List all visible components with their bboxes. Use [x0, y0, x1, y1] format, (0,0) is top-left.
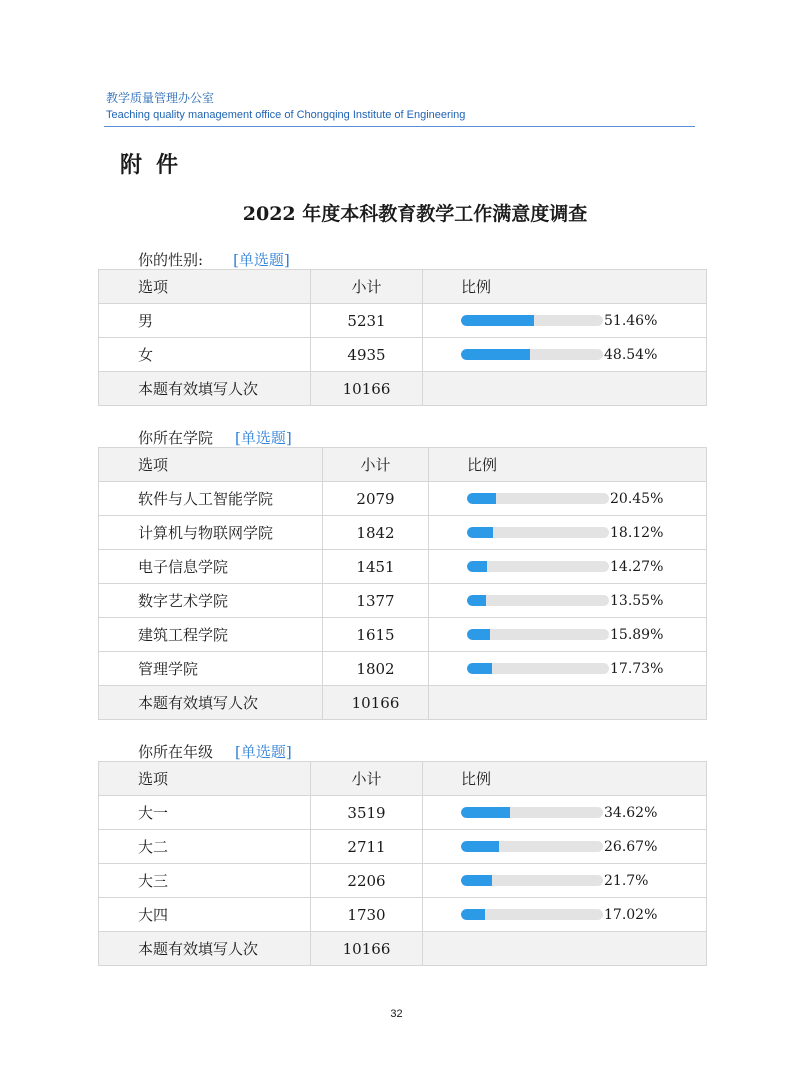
ratio-bar-track — [461, 875, 603, 886]
footer-empty-cell — [429, 686, 707, 720]
ratio-bar-track — [467, 629, 609, 640]
table-row — [99, 864, 707, 898]
option-ratio-cell — [423, 830, 707, 864]
ratio-bar-group — [467, 661, 706, 677]
option-ratio-cell — [429, 482, 707, 516]
question-2-type: [单选题] — [235, 429, 292, 447]
ratio-bar-fill — [461, 807, 510, 818]
option-count: 1842 — [323, 516, 429, 550]
document-title: 2022 年度本科教育教学工作满意度调查 — [242, 203, 588, 225]
table-row — [99, 618, 707, 652]
ratio-bar-fill — [461, 875, 492, 886]
option-count: 1730 — [311, 898, 423, 932]
column-header-option: 选项 — [99, 762, 311, 796]
valid-responses-count: 10166 — [311, 932, 423, 966]
question-3-type: [单选题] — [235, 743, 292, 761]
option-count: 1451 — [323, 550, 429, 584]
ratio-bar-track — [467, 663, 609, 674]
ratio-percent: 14.27% — [610, 558, 664, 575]
option-ratio-cell — [423, 796, 707, 830]
option-ratio-cell — [429, 516, 707, 550]
table-header-row — [99, 448, 707, 482]
column-header-ratio: 比例 — [429, 448, 707, 482]
ratio-bar-fill — [467, 527, 493, 538]
ratio-bar-fill — [461, 841, 499, 852]
table-row — [99, 584, 707, 618]
table-row — [99, 796, 707, 830]
ratio-percent: 15.89% — [610, 626, 664, 643]
question-1-text: 你的性别: — [138, 251, 204, 269]
ratio-bar-track — [461, 315, 603, 326]
ratio-bar-track — [461, 909, 603, 920]
column-header-count: 小计 — [311, 270, 423, 304]
table-header-row — [99, 762, 707, 796]
question-3-table — [98, 761, 707, 966]
ratio-bar-group — [461, 347, 706, 363]
option-count: 4935 — [311, 338, 423, 372]
option-label: 数字艺术学院 — [99, 584, 323, 618]
option-count: 1802 — [323, 652, 429, 686]
option-ratio-cell — [429, 550, 707, 584]
column-header-ratio: 比例 — [423, 270, 707, 304]
table-footer-row — [99, 372, 707, 406]
question-2-label — [138, 427, 292, 448]
option-count: 2079 — [323, 482, 429, 516]
option-label: 男 — [99, 304, 311, 338]
ratio-bar-fill — [467, 595, 486, 606]
ratio-bar-fill — [467, 493, 496, 504]
option-label: 女 — [99, 338, 311, 372]
option-ratio-cell — [423, 338, 707, 372]
ratio-bar-track — [461, 841, 603, 852]
ratio-bar-group — [467, 593, 706, 609]
header-office-name-en: Teaching quality management office of Chongqing Institute of Engineering — [106, 109, 466, 121]
ratio-percent: 21.7% — [604, 872, 649, 889]
option-count: 1615 — [323, 618, 429, 652]
ratio-bar-fill — [467, 663, 492, 674]
table-row — [99, 338, 707, 372]
option-label: 管理学院 — [99, 652, 323, 686]
ratio-bar-group — [461, 873, 706, 889]
option-count: 2711 — [311, 830, 423, 864]
option-label: 软件与人工智能学院 — [99, 482, 323, 516]
table-header-row — [99, 270, 707, 304]
column-header-count: 小计 — [311, 762, 423, 796]
ratio-bar-fill — [461, 909, 485, 920]
footer-empty-cell — [423, 372, 707, 406]
ratio-bar-group — [461, 907, 706, 923]
column-header-option: 选项 — [99, 270, 311, 304]
ratio-bar-track — [467, 527, 609, 538]
ratio-percent: 17.02% — [604, 906, 658, 923]
ratio-percent: 17.73% — [610, 660, 664, 677]
ratio-bar-track — [467, 561, 609, 572]
option-label: 大四 — [99, 898, 311, 932]
ratio-bar-group — [461, 839, 706, 855]
valid-responses-label: 本题有效填写人次 — [99, 686, 323, 720]
valid-responses-label: 本题有效填写人次 — [99, 372, 311, 406]
ratio-percent: 48.54% — [604, 346, 658, 363]
ratio-bar-group — [467, 491, 706, 507]
option-label: 大二 — [99, 830, 311, 864]
option-ratio-cell — [423, 864, 707, 898]
column-header-ratio: 比例 — [423, 762, 707, 796]
page-number: 32 — [390, 1008, 403, 1020]
ratio-bar-group — [467, 559, 706, 575]
ratio-bar-track — [461, 807, 603, 818]
ratio-percent: 26.67% — [604, 838, 658, 855]
ratio-bar-track — [467, 493, 609, 504]
option-label: 大一 — [99, 796, 311, 830]
option-count: 3519 — [311, 796, 423, 830]
option-label: 大三 — [99, 864, 311, 898]
table-footer-row — [99, 932, 707, 966]
ratio-bar-group — [467, 525, 706, 541]
option-label: 建筑工程学院 — [99, 618, 323, 652]
option-ratio-cell — [423, 898, 707, 932]
ratio-percent: 18.12% — [610, 524, 664, 541]
option-count: 2206 — [311, 864, 423, 898]
header-divider — [104, 126, 695, 127]
option-label: 电子信息学院 — [99, 550, 323, 584]
column-header-option: 选项 — [99, 448, 323, 482]
table-row — [99, 482, 707, 516]
table-row — [99, 550, 707, 584]
table-row — [99, 304, 707, 338]
valid-responses-count: 10166 — [311, 372, 423, 406]
ratio-bar-track — [461, 349, 603, 360]
option-ratio-cell — [429, 652, 707, 686]
footer-empty-cell — [423, 932, 707, 966]
ratio-bar-fill — [461, 315, 534, 326]
ratio-percent: 20.45% — [610, 490, 664, 507]
ratio-bar-track — [467, 595, 609, 606]
option-label: 计算机与物联网学院 — [99, 516, 323, 550]
question-1-label — [138, 249, 290, 270]
table-row — [99, 898, 707, 932]
ratio-percent: 51.46% — [604, 312, 658, 329]
header-office-name-cn: 教学质量管理办公室 — [106, 91, 215, 105]
valid-responses-count: 10166 — [323, 686, 429, 720]
table-row — [99, 516, 707, 550]
ratio-bar-fill — [461, 349, 530, 360]
table-row — [99, 830, 707, 864]
table-row — [99, 652, 707, 686]
attachment-label: 附件 — [120, 153, 193, 178]
table-footer-row — [99, 686, 707, 720]
ratio-bar-group — [461, 805, 706, 821]
option-ratio-cell — [423, 304, 707, 338]
question-2-table — [98, 447, 707, 720]
question-3-label — [138, 741, 292, 762]
ratio-bar-fill — [467, 561, 487, 572]
option-ratio-cell — [429, 584, 707, 618]
ratio-bar-group — [461, 313, 706, 329]
option-ratio-cell — [429, 618, 707, 652]
question-3-text: 你所在年级 — [138, 743, 214, 761]
question-2-text: 你所在学院 — [138, 429, 214, 447]
column-header-count: 小计 — [323, 448, 429, 482]
ratio-percent: 34.62% — [604, 804, 658, 821]
ratio-bar-fill — [467, 629, 490, 640]
question-1-table — [98, 269, 707, 406]
question-1-type: [单选题] — [233, 251, 290, 269]
option-count: 1377 — [323, 584, 429, 618]
option-count: 5231 — [311, 304, 423, 338]
ratio-percent: 13.55% — [610, 592, 664, 609]
valid-responses-label: 本题有效填写人次 — [99, 932, 311, 966]
ratio-bar-group — [467, 627, 706, 643]
